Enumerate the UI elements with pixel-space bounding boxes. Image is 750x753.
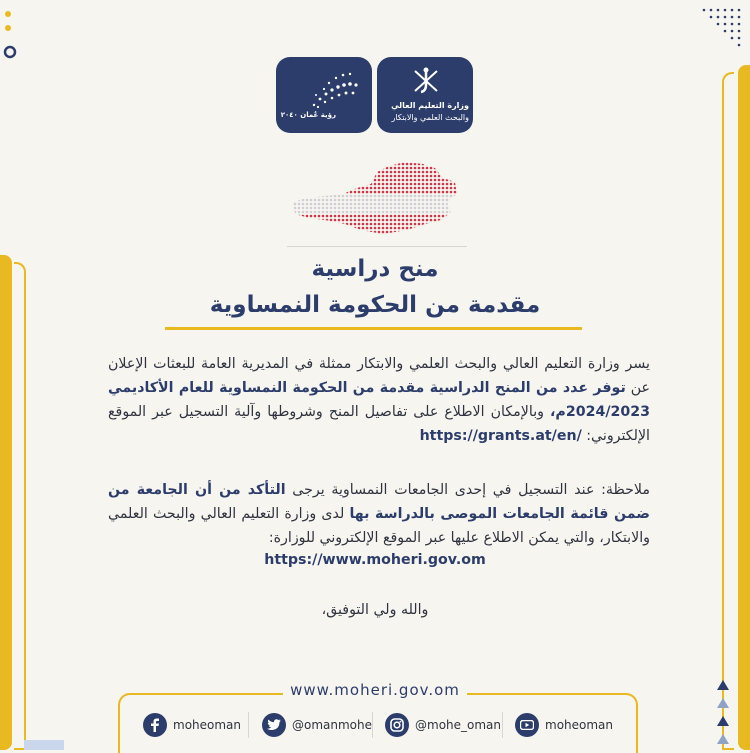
map-divider [287, 246, 467, 247]
ministry-name-line2: والبحث العلمي والابتكار [391, 113, 469, 122]
note-tail: لدى وزارة التعليم العالي والبحث العلمي والابتكار، والتي يمكن الاطلاع عليها عبر الموقع الإلكتروني للوزارة: [108, 506, 650, 546]
ministry-name-line1: وزارة التعليم العالي [391, 101, 469, 110]
instagram-link[interactable] [385, 710, 501, 740]
dot-grid-icon [700, 6, 742, 50]
grants-link[interactable]: https://grants.at/en/ [419, 428, 582, 444]
twitter-handle: @omanmohe [292, 718, 373, 732]
footer-separator [248, 712, 249, 738]
decorative-circles-icon [2, 8, 22, 60]
right-decorative-bar [738, 65, 750, 750]
left-decorative-outline [14, 262, 26, 750]
ministry-website-link[interactable]: https://www.moheri.gov.om [264, 552, 486, 568]
twitter-link[interactable] [262, 710, 372, 740]
facebook-handle: moheoman [173, 718, 242, 732]
page-subtitle: مقدمة من الحكومة النمساوية [209, 292, 541, 318]
title-underline [165, 327, 582, 330]
page-title: منح دراسية [311, 256, 439, 282]
twitter-icon [262, 713, 286, 737]
announcement-highlight: توفر عدد من المنح الدراسية مقدمة من الحكومة النمساوية للعام الأكاديمي 2024/2023م، [108, 380, 650, 420]
vision-swirl-icon [294, 65, 364, 115]
note-paragraph [108, 478, 650, 550]
note-highlight: التأكد من أن الجامعة من ضمن قائمة الجامعات الموصى بالدراسة بها [108, 482, 650, 522]
youtube-link[interactable] [515, 710, 613, 740]
announcement-lead: يسر وزارة التعليم العالي والبحث العلمي والابتكار ممثلة في المديرية العامة للبعثات الإعلان عن [108, 356, 650, 396]
youtube-handle: moheoman [545, 718, 614, 732]
right-decorative-outline [722, 72, 734, 750]
youtube-icon [515, 713, 539, 737]
left-decorative-bar [0, 255, 12, 750]
facebook-link[interactable] [143, 710, 241, 740]
bottom-accent [24, 740, 64, 750]
note-lead: ملاحظة: عند التسجيل في إحدى الجامعات النمساوية يرجى [292, 482, 650, 498]
triangles-decoration-icon [714, 678, 732, 750]
oman-vision-logo [276, 57, 372, 133]
footer-separator [502, 712, 503, 738]
ministry-logo [377, 57, 473, 133]
footer-separator [372, 712, 373, 738]
facebook-icon [143, 713, 167, 737]
instagram-handle: @mohe_oman [415, 718, 502, 732]
vision-text: رؤية عُمان ٢٠٤٠ [280, 111, 336, 119]
instagram-icon [385, 713, 409, 737]
khanjar-emblem-icon [411, 65, 441, 95]
announcement-paragraph [108, 352, 650, 448]
austria-map-icon [285, 158, 465, 238]
closing-text: والله ولي التوفيق، [321, 602, 429, 618]
announcement-tail: وبالإمكان الاطلاع على تفاصيل المنح وشروطها وآلية التسجيل عبر الموقع الإلكتروني: [108, 404, 650, 444]
footer-website[interactable]: www.moheri.gov.om [283, 681, 467, 699]
